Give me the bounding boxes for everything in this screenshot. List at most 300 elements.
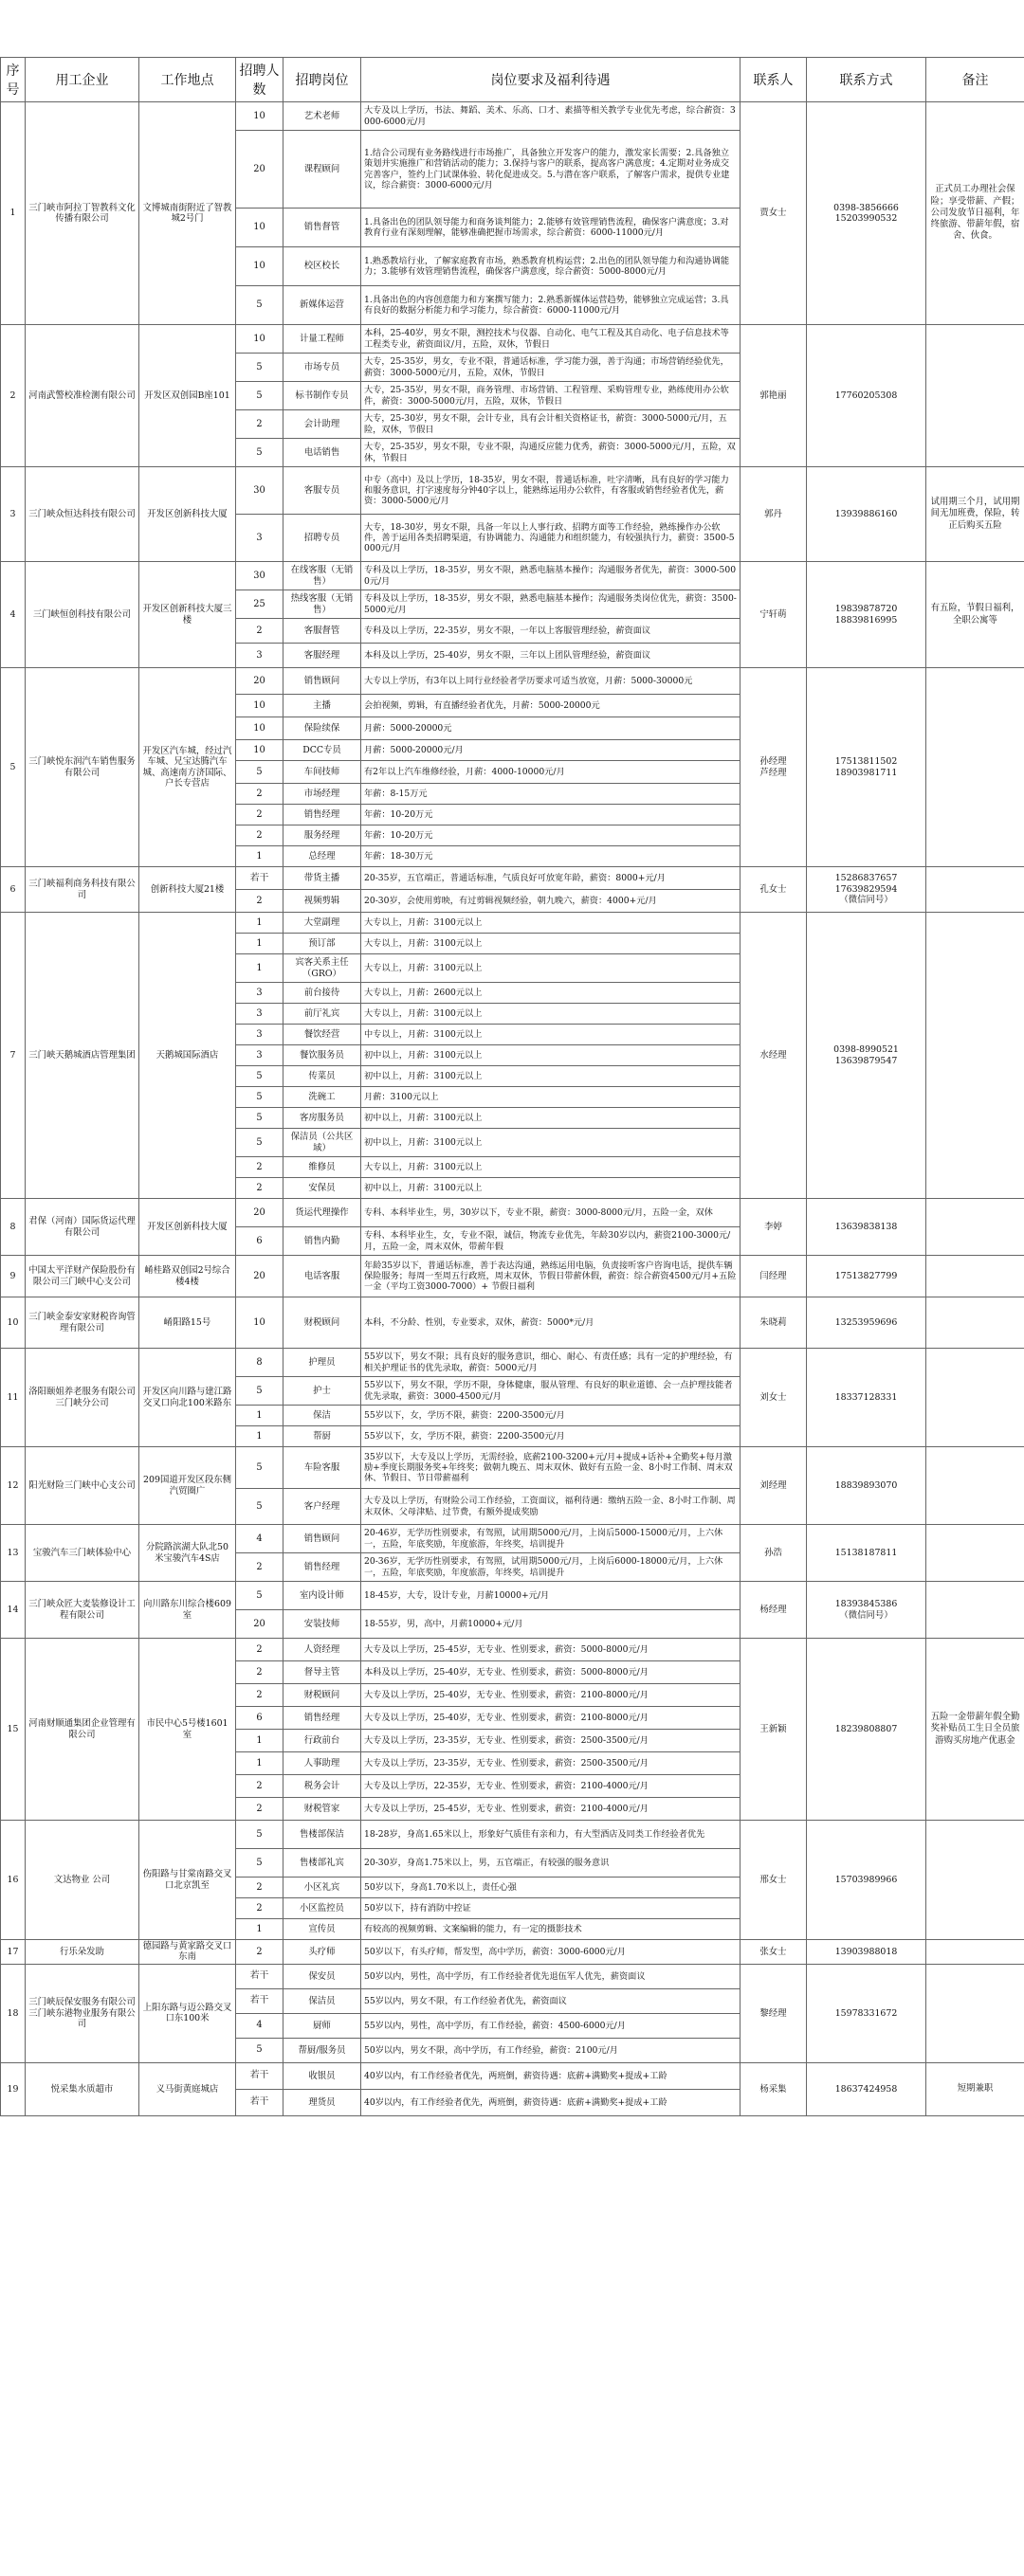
hire-count: 10 [236,247,283,286]
hire-count: 若干 [236,1964,283,1988]
work-location: 创新科技大厦21楼 [139,867,236,913]
remarks: 短期兼职 [926,2062,1024,2115]
job-requirements: 35岁以下，大专及以上学历，无需经验，底薪2100-3200+元/月+提成+话补+全勤奖+每月激励+季度长期服务奖+年终奖；做朝九晚五、周末双休、做好有五险一金、8小时工作制、周末双休、节假日、节日带薪福利 [361,1447,741,1489]
job-requirements: 50岁以下，持有消防中控证 [361,1898,741,1919]
table-row [1,913,1024,934]
table-row [1,1964,1024,1988]
contact-phone: 17513827799 [807,1256,926,1297]
job-requirements: 专科、本科毕业生，男，30岁以下，专业不限，薪资：3000-8000元/月，五险一金，双休 [361,1199,741,1227]
contact-phone: 13639838138 [807,1199,926,1256]
row-number: 11 [1,1349,26,1447]
work-location: 开发区创新科技大厦三楼 [139,562,236,668]
table-row [1,1582,1024,1610]
contact-person: 孔女士 [741,867,807,913]
job-requirements: 大专及以上学历，25-40岁，无专业、性别要求，薪资：2100-8000元/月 [361,1684,741,1707]
remarks [926,1447,1024,1525]
row-number: 17 [1,1940,26,1965]
contact-person: 宁轩萌 [741,562,807,668]
job-post: 宣传员 [283,1919,361,1940]
contact-person: 水经理 [741,913,807,1199]
company-name: 三门峡众恒达科技有限公司 [26,467,139,562]
remarks [926,1940,1024,1965]
table-row [1,668,1024,695]
hire-count: 5 [236,1447,283,1489]
job-post: 会计助理 [283,410,361,439]
job-post: 保洁员（公共区域） [283,1129,361,1157]
work-location: 209国道开发区段东侧汽贸圈广 [139,1447,236,1525]
table-row [1,325,1024,354]
job-requirements: 专科及以上学历，18-35岁，男女不限，熟悉电脑基本操作；沟通服务者优先，薪资：3000-5000元/月 [361,562,741,590]
job-post: 主播 [283,695,361,717]
hire-count: 20 [236,1199,283,1227]
hire-count: 2 [236,784,283,805]
job-post: 服务经理 [283,825,361,846]
job-requirements: 55岁以内，男性，高中学历，有工作经验，薪资：4500-6000元/月 [361,2013,741,2038]
job-requirements: 大专以上，月薪：3100元以上 [361,954,741,983]
table-row [1,1525,1024,1553]
contact-phone: 0398-3856666 15203990532 [807,102,926,325]
work-location: 市民中心5号楼1601室 [139,1639,236,1821]
hire-count: 5 [236,439,283,467]
row-number: 6 [1,867,26,913]
job-requirements: 大专及以上学历，25-40岁，无专业、性别要求，薪资：2100-8000元/月 [361,1707,741,1730]
job-post: 客服经理 [283,644,361,668]
job-post: 市场专员 [283,354,361,382]
hire-count: 2 [236,619,283,644]
job-requirements: 年薪：10-20万元 [361,805,741,825]
header-cell: 招聘岗位 [283,58,361,102]
job-requirements: 大专及以上学历，25-45岁，无专业、性别要求，薪资：2100-4000元/月 [361,1798,741,1821]
job-requirements: 年薪：8-15万元 [361,784,741,805]
remarks: 有五险，节假日福利，全职公寓等 [926,562,1024,668]
job-post: 财税顾问 [283,1297,361,1349]
hire-count: 2 [236,1775,283,1798]
job-requirements: 中专以上，月薪：3100元以上 [361,1025,741,1045]
job-post: 理货员 [283,2089,361,2115]
hire-count: 5 [236,354,283,382]
hire-count: 5 [236,1066,283,1087]
job-requirements: 大专及以上学历，25-45岁，无专业、性别要求，薪资：5000-8000元/月 [361,1639,741,1661]
contact-phone: 17760205308 [807,325,926,467]
job-post: 人事助理 [283,1752,361,1775]
company-name: 三门峡众匠大麦装修设计工程有限公司 [26,1582,139,1639]
job-requirements: 大专以上，月薪：3100元以上 [361,913,741,934]
hire-count: 30 [236,467,283,515]
job-post: 热线客服（无销售） [283,590,361,619]
job-requirements: 本科及以上学历，25-40岁，无专业、性别要求，薪资：5000-8000元/月 [361,1661,741,1684]
job-post: 招聘专员 [283,515,361,562]
row-number: 2 [1,325,26,467]
hire-count: 1 [236,913,283,934]
job-requirements: 有2年以上汽车维修经验，月薪：4000-10000元/月 [361,761,741,784]
hire-count: 5 [236,1129,283,1157]
work-location: 文博城南街附近了智教城2号门 [139,102,236,325]
job-post: 售楼部保洁 [283,1821,361,1849]
hire-count: 若干 [236,867,283,890]
hire-count: 20 [236,131,283,209]
job-post: 车间技师 [283,761,361,784]
job-post: 客服专员 [283,467,361,515]
job-requirements: 大专及以上学历，有财险公司工作经验，工资面议，福利待遇：缴纳五险一金、8小时工作制、周末双休、父母津贴、过节费，有额外提成奖励 [361,1489,741,1525]
job-post: 餐饮服务员 [283,1045,361,1066]
contact-person: 郭艳丽 [741,325,807,467]
hire-count: 30 [236,562,283,590]
remarks: 五险一金带薪年假全勤奖补贴员工生日全员旅游购买房地产优惠金 [926,1639,1024,1821]
job-post: 厨师 [283,2013,361,2038]
remarks: 正式员工办理社会保险；享受带薪、产假；公司发放节日福利，年终旅游、带薪年假，宿舍、伙食。 [926,102,1024,325]
job-post: 小区监控员 [283,1898,361,1919]
job-post: 销售经理 [283,805,361,825]
hire-count: 3 [236,1045,283,1066]
company-name: 河南财顺通集团企业管理有限公司 [26,1639,139,1821]
header-cell: 岗位要求及福利待遇 [361,58,741,102]
job-post: 销售顾问 [283,1525,361,1553]
table-row [1,562,1024,590]
job-post: 头疗师 [283,1940,361,1965]
contact-phone: 15138187811 [807,1525,926,1582]
hire-count: 2 [236,1661,283,1684]
contact-phone: 0398-8990521 13639879547 [807,913,926,1199]
job-post: 收银员 [283,2062,361,2089]
remarks [926,867,1024,913]
contact-person: 李婷 [741,1199,807,1256]
hire-count: 2 [236,1878,283,1898]
hire-count: 2 [236,890,283,913]
job-requirements: 50岁以内，男女不限，高中学历，有工作经验，薪资：2100元/月 [361,2038,741,2062]
work-location: 向川路东川综合楼609室 [139,1582,236,1639]
contact-person: 贾女士 [741,102,807,325]
work-location: 伤阳路与甘棠南路交叉口北京凯至 [139,1821,236,1940]
job-requirements: 月薪：5000-20000元 [361,717,741,740]
hire-count: 10 [236,325,283,354]
job-post: 货运代理操作 [283,1199,361,1227]
row-number: 16 [1,1821,26,1940]
contact-phone: 15978331672 [807,1964,926,2062]
job-requirements: 大专，25-35岁，男女不限，商务管理、市场营销、工程管理、采购管理专业，熟练使用办公软件，薪资：3000-5000元/月，五险，双休，节假日 [361,382,741,410]
row-number: 5 [1,668,26,867]
work-location: 开发区双创园B座101 [139,325,236,467]
company-name: 三门峡福利商务科技有限公司 [26,867,139,913]
job-requirements: 初中以上，月薪：3100元以上 [361,1066,741,1087]
job-requirements: 40岁以内，有工作经验者优先，两班倒，薪资待遇：底薪+满勤奖+提成+工龄 [361,2089,741,2115]
hire-count: 5 [236,1377,283,1406]
hire-count: 2 [236,1178,283,1199]
remarks [926,1821,1024,1940]
job-post: 前台接待 [283,983,361,1004]
job-requirements: 50岁以下，有头疗师，帮发型，高中学历，薪资：3000-6000元/月 [361,1940,741,1965]
hire-count: 1 [236,1919,283,1940]
hire-count: 6 [236,1227,283,1256]
work-location: 开发区向川路与建江路交叉口向北100米路东 [139,1349,236,1447]
hire-count: 5 [236,761,283,784]
row-number: 9 [1,1256,26,1297]
remarks [926,668,1024,867]
hire-count: 1 [236,1730,283,1752]
row-number: 8 [1,1199,26,1256]
hire-count: 1 [236,1406,283,1426]
job-post: 室内设计师 [283,1582,361,1610]
contact-phone: 13903988018 [807,1940,926,1965]
job-post: 人资经理 [283,1639,361,1661]
contact-person: 郭丹 [741,467,807,562]
hire-count: 1 [236,954,283,983]
hire-count: 2 [236,1157,283,1178]
job-requirements: 20-36岁，无学历性别要求，有驾照，试用期5000元/月，上岗后6000-18000元/月，上六休一，五险，年底奖励，年度旅游，年终奖，培训提升 [361,1553,741,1582]
work-location: 崤阳路15号 [139,1297,236,1349]
table-row [1,1297,1024,1349]
work-location: 开发区汽车城，经过汽车城、兄宝达腾汽车城、高速南方济国际、户长专营店 [139,668,236,867]
hire-count: 2 [236,410,283,439]
job-requirements: 本科，25-40岁，男女不限，测控技术与仪器、自动化、电气工程及其自动化、电子信息技术等工程类专业，薪资面议/月，五险，双休，节假日 [361,325,741,354]
job-requirements: 大专，25-35岁，男女不限，专业不限，沟通反应能力优秀，薪资：3000-5000元/月，五险，双休，节假日 [361,439,741,467]
job-requirements: 有较高的视频剪辑、文案编辑的能力，有一定的摄影技术 [361,1919,741,1940]
remarks [926,1349,1024,1447]
table-row [1,1940,1024,1965]
job-post: 销售经理 [283,1707,361,1730]
job-post: 在线客服（无销售） [283,562,361,590]
job-requirements: 20-35岁，五官端正，普通话标准，气质良好可放宽年龄，薪资：8000+元/月 [361,867,741,890]
row-number: 10 [1,1297,26,1349]
job-requirements: 大专，25-35岁，男女，专业不限，普通话标准，学习能力强，善于沟通；市场营销经验优先，薪资：3000-5000元/月，五险，双休，节假日 [361,354,741,382]
row-number: 19 [1,2062,26,2115]
remarks [926,1582,1024,1639]
job-post: 课程顾问 [283,131,361,209]
job-post: 安装技师 [283,1610,361,1639]
job-requirements: 1.具备出色的内容创意能力和方案撰写能力；2.熟悉新媒体运营趋势，能够独立完成运营；3.具有良好的数据分析能力和学习能力，综合薪资：6000-11000元/月 [361,286,741,325]
job-post: 保洁员 [283,1988,361,2013]
job-post: 带货主播 [283,867,361,890]
remarks: 试用期三个月，试用期间无加班费，保险，转正后购买五险 [926,467,1024,562]
header-cell: 用工企业 [26,58,139,102]
row-number: 7 [1,913,26,1199]
job-post: 安保员 [283,1178,361,1199]
job-requirements: 大专以上，月薪：3100元以上 [361,1157,741,1178]
job-post: 护士 [283,1377,361,1406]
company-name: 三门峡悦东润汽车销售服务有限公司 [26,668,139,867]
table-row [1,102,1024,131]
job-post: 新媒体运营 [283,286,361,325]
job-requirements: 20-30岁，会使用剪映，有过剪辑视频经验，朝九晚六，薪资：4000+元/月 [361,890,741,913]
table-row [1,1256,1024,1297]
job-requirements: 18-55岁，男，高中，月薪10000+元/月 [361,1610,741,1639]
hire-count: 10 [236,695,283,717]
table-body [1,102,1024,2116]
job-requirements: 大专及以上学历，23-35岁，无专业、性别要求，薪资：2500-3500元/月 [361,1752,741,1775]
company-name: 文达物业 公司 [26,1821,139,1940]
contact-phone: 18839893070 [807,1447,926,1525]
header-cell: 招聘人数 [236,58,283,102]
hire-count: 20 [236,668,283,695]
job-requirements: 初中以上，月薪：3100元以上 [361,1129,741,1157]
company-name: 阳光财险三门峡中心支公司 [26,1447,139,1525]
job-post: 传菜员 [283,1066,361,1087]
company-name: 宝骏汽车三门峡体验中心 [26,1525,139,1582]
hire-count: 5 [236,1087,283,1108]
job-requirements: 大专及以上学历，书法、舞蹈、美术、乐高、口才、素描等相关教学专业优先考虑，综合薪资：3000-6000元/月 [361,102,741,131]
row-number: 14 [1,1582,26,1639]
company-name: 河南武警校准检测有限公司 [26,325,139,467]
table-row [1,1199,1024,1227]
remarks [926,1199,1024,1256]
job-requirements: 40岁以内，有工作经验者优先，两班倒，薪资待遇：底薪+满勤奖+提成+工龄 [361,2062,741,2089]
hire-count: 5 [236,286,283,325]
hire-count: 1 [236,934,283,954]
row-number: 13 [1,1525,26,1582]
job-post: 宾客关系主任（GRO） [283,954,361,983]
job-requirements: 专科及以上学历，22-35岁，男女不限，一年以上客服管理经验，薪资面议 [361,619,741,644]
job-requirements: 年龄35岁以下，普通话标准，善于表达沟通，熟练运用电脑，负责接听客户咨询电话，提供车辆保险服务；每周一至周五行政班，周末双休，节假日带薪休假，薪资：综合薪资4500元/月+五险一金（平均工资3000-7000）+ 节假日福利 [361,1256,741,1297]
job-post: 电话销售 [283,439,361,467]
job-requirements: 月薪：3100元以上 [361,1087,741,1108]
job-requirements: 1.结合公司现有业务路线进行市场推广，具备独立开发客户的能力，激发家长需要；2.具备独立策划并实施推广和营销活动的能力；3.保持与客户的联系，提高客户满意度；4.定期对业务成交完善客户，签约上门试课体验、转化促进成交。5.与潜在客户联系，了解客户需求，提供专业建议，综合薪资：3000-6000元/月 [361,131,741,209]
job-requirements: 大专及以上学历，23-35岁，无专业、性别要求，薪资：2500-3500元/月 [361,1730,741,1752]
company-name: 三门峡天鹅城酒店管理集团 [26,913,139,1199]
hire-count: 5 [236,382,283,410]
table-row [1,1349,1024,1377]
work-location: 义马街黄庭城店 [139,2062,236,2115]
job-post: 督导主管 [283,1661,361,1684]
contact-person: 孙浩 [741,1525,807,1582]
job-post: 预订部 [283,934,361,954]
remarks [926,1256,1024,1297]
hire-count: 10 [236,740,283,761]
hire-count: 1 [236,846,283,867]
hire-count: 10 [236,209,283,247]
hire-count: 4 [236,2013,283,2038]
job-requirements: 中专（高中）及以上学历，18-35岁，男女不限，普通话标准，吐字清晰，具有良好的学习能力和服务意识，打字速度每分钟40字以上，能熟练运用办公软件，有客服或销售经验者优先，薪资：3000-5000元/月 [361,467,741,515]
hire-count: 若干 [236,1988,283,2013]
table-row [1,867,1024,890]
job-requirements: 初中以上，月薪：3100元以上 [361,1045,741,1066]
hire-count: 3 [236,644,283,668]
hire-count: 20 [236,1256,283,1297]
contact-person: 邢女士 [741,1821,807,1940]
hire-count: 5 [236,1582,283,1610]
job-post: 销售内勤 [283,1227,361,1256]
job-post: 电话客服 [283,1256,361,1297]
hire-count: 1 [236,1426,283,1447]
job-post: 客房服务员 [283,1108,361,1129]
hire-count: 2 [236,1798,283,1821]
hire-count: 20 [236,1610,283,1639]
job-post: 艺术老师 [283,102,361,131]
job-requirements: 大专，18-30岁，男女不限，具备一年以上人事行政、招聘方面等工作经验，熟练操作办公软件，善于运用各类招聘渠道，有协调能力、沟通能力和组织能力，有较强执行力，薪资：3500-5000元/月 [361,515,741,562]
job-post: 车险客服 [283,1447,361,1489]
hire-count: 3 [236,1004,283,1025]
company-name: 洛阳颐姐养老服务有限公司三门峡分公司 [26,1349,139,1447]
contact-phone: 18337128331 [807,1349,926,1447]
remarks [926,1964,1024,2062]
header-cell: 联系人 [741,58,807,102]
job-requirements: 50岁以内，男性，高中学历，有工作经验者优先退伍军人优先，薪资面议 [361,1964,741,1988]
job-post: 保安员 [283,1964,361,1988]
hire-count: 3 [236,515,283,562]
contact-phone: 13939886160 [807,467,926,562]
hire-count: 6 [236,1707,283,1730]
job-requirements: 1.具备出色的团队领导能力和商务谈判能力；2.能够有效管理销售流程，确保客户满意度；3.对教育行业有深刻理解，能够准确把握市场需求，综合薪资：6000-11000元/月 [361,209,741,247]
contact-phone: 17513811502 18903981711 [807,668,926,867]
hire-count: 4 [236,1525,283,1553]
remarks [926,325,1024,467]
hire-count: 8 [236,1349,283,1377]
job-requirements: 55岁以下，男女不限；具有良好的服务意识，细心、耐心、有责任感；具有一定的护理经验，有相关护理证书的优先录取，薪资：5000元/月 [361,1349,741,1377]
job-post: 销售顾问 [283,668,361,695]
contact-person: 黎经理 [741,1964,807,2062]
job-requirements: 年薪：18-30万元 [361,846,741,867]
hire-count: 3 [236,983,283,1004]
job-post: 销售经理 [283,1553,361,1582]
job-post: 标书制作专员 [283,382,361,410]
contact-person: 刘女士 [741,1349,807,1447]
job-requirements: 1.熟悉教培行业，了解家庭教育市场，熟悉教育机构运营；2.出色的团队领导能力和沟通协调能力；3.能够有效管理销售流程，确保客户满意度，综合薪资：5000-8000元/月 [361,247,741,286]
contact-phone: 13253959696 [807,1297,926,1349]
job-post: 税务会计 [283,1775,361,1798]
hire-count: 若干 [236,2062,283,2089]
hire-count: 2 [236,825,283,846]
hire-count: 5 [236,2038,283,2062]
job-requirements: 55岁以下，女，学历不限，薪资：2200-3500元/月 [361,1406,741,1426]
job-requirements: 专科、本科毕业生，女，专业不限，诚信，物流专业优先，年龄30岁以内，薪资2100-3000元/月，五险一金，周末双休，带薪年假 [361,1227,741,1256]
table-row [1,2062,1024,2089]
job-requirements: 20-46岁，无学历性别要求，有驾照，试用期5000元/月，上岗后5000-15000元/月，上六休一，五险，年底奖励，年度旅游，年终奖，培训提升 [361,1525,741,1553]
contact-person: 王新颖 [741,1639,807,1821]
job-post: 售楼部礼宾 [283,1849,361,1878]
job-post: 市场经理 [283,784,361,805]
hire-count: 3 [236,1025,283,1045]
job-requirements: 大专以上，月薪：3100元以上 [361,934,741,954]
remarks [926,1297,1024,1349]
hire-count: 2 [236,1684,283,1707]
remarks [926,1525,1024,1582]
hire-count: 1 [236,1752,283,1775]
company-name: 君保（河南）国际货运代理有限公司 [26,1199,139,1256]
job-requirements: 本科，不分龄、性别，专业要求，双休，薪资：5000*元/月 [361,1297,741,1349]
job-post: 保险续保 [283,717,361,740]
hire-count: 2 [236,1940,283,1965]
header-cell: 序号 [1,58,26,102]
table-row [1,1639,1024,1661]
job-post: 行政前台 [283,1730,361,1752]
job-post: 维修员 [283,1157,361,1178]
hire-count: 10 [236,1297,283,1349]
contact-phone: 15286837657 17639829594 （微信同号） [807,867,926,913]
contact-person: 孙经理 芦经理 [741,668,807,867]
job-post: 客户经理 [283,1489,361,1525]
job-post: 小区礼宾 [283,1878,361,1898]
header-cell: 工作地点 [139,58,236,102]
job-requirements: 50岁以下，身高1.70米以上，责任心强 [361,1878,741,1898]
job-requirements: 55岁以下，男女不限，学历不限，身体健康，服从管理、有良好的职业道德、会一点护理技能者优先录取，薪资：3000-4500元/月 [361,1377,741,1406]
row-number: 4 [1,562,26,668]
job-requirements: 18-45岁，大专，设计专业，月薪10000+元/月 [361,1582,741,1610]
job-requirements: 大专以上，月薪：3100元以上 [361,1004,741,1025]
contact-phone: 19839878720 18839816995 [807,562,926,668]
job-requirements: 55岁以内，男女不限，有工作经验者优先，薪资面议 [361,1988,741,2013]
contact-phone: 18393845386 （微信同号） [807,1582,926,1639]
job-requirements: 大专，25-30岁，男女不限，会计专业，具有会计相关资格证书，薪资：3000-5000元/月，五险，双休，节假日 [361,410,741,439]
company-name: 三门峡辰保安服务有限公司三门峡东港物业服务有限公司 [26,1964,139,2062]
job-post: 销售督管 [283,209,361,247]
company-name: 中国太平洋财产保险股份有限公司三门峡中心支公司 [26,1256,139,1297]
hire-count: 2 [236,1553,283,1582]
hire-count: 2 [236,1898,283,1919]
hire-count: 5 [236,1108,283,1129]
work-location: 德园路与黄家路交叉口东南 [139,1940,236,1965]
header-cell: 联系方式 [807,58,926,102]
contact-phone: 18637424958 [807,2062,926,2115]
job-post: 总经理 [283,846,361,867]
job-post: 帮厨/服务员 [283,2038,361,2062]
